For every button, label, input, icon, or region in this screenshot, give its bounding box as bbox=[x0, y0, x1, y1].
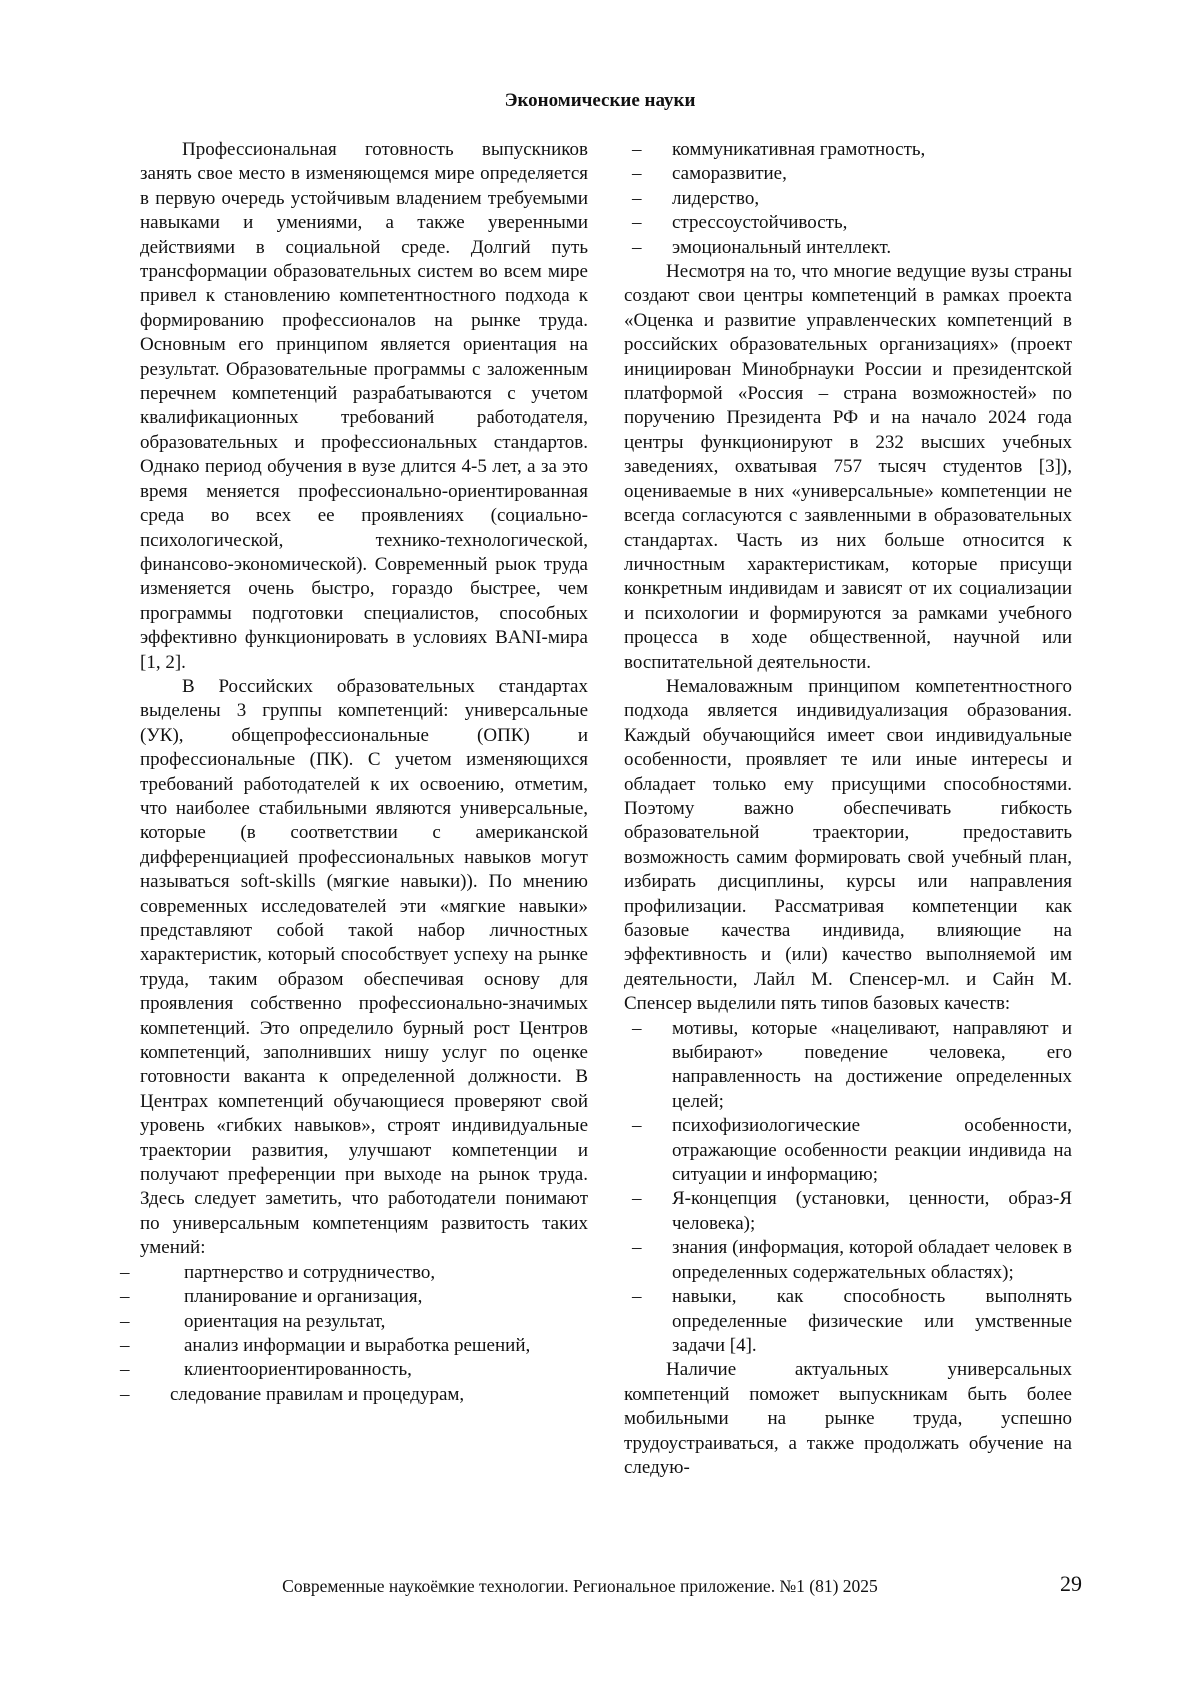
list-item: – планирование и организация, bbox=[140, 1285, 588, 1309]
dash-marker: – bbox=[632, 1286, 642, 1308]
dash-marker: – bbox=[120, 1286, 130, 1308]
list-item: – саморазвитие, bbox=[624, 162, 1072, 186]
dash-marker: – bbox=[632, 187, 642, 209]
skills-list-continued bbox=[624, 138, 1072, 260]
list-item: – ориентация на результат, bbox=[140, 1310, 588, 1334]
dash-marker: – bbox=[632, 1237, 642, 1259]
dash-marker: – bbox=[120, 1334, 130, 1356]
dash-marker: – bbox=[120, 1359, 130, 1381]
list-item: – следование правилам и процедурам, bbox=[140, 1383, 588, 1407]
dash-marker: – bbox=[632, 139, 642, 160]
skills-list bbox=[120, 1261, 588, 1407]
dash-marker: – bbox=[632, 1188, 642, 1210]
list-item: – мотивы, которые «нацеливают, направляют и выбирают» поведение человека, его направленность на достижение определенных целей; bbox=[632, 1017, 1072, 1112]
section-title: Экономические науки bbox=[504, 90, 696, 111]
dash-marker: – bbox=[632, 1115, 642, 1137]
paragraph: Профессиональная готовность выпускников занять свое место в изменяющемся мире определяется в первую очередь устойчивым владением требуемыми навыками и умениями, а также уверенными действиями в социальной среде. Долгий путь трансформации образовательных систем во всем мире привел к становлению компетентностного подхода к формированию профессионалов на рынке труда. Основным его принципом является ориентация на результат. Образовательные программы с заложенным перечнем компетенций разрабатываются с учетом квалификационных требований работодателя, образовательных и профессиональных стандартов. Однако период обучения в вузе длится 4-5 лет, а за это время меняется профессионально-ориентированная среда во всех ее проявлениях (социально-психологической, технико-технологической, финансово-экономической). Современный рыок труда изменяется очень быстро, гораздо быстрее, чем программы подготовки специалистов, способных эффективно функционировать в условиях BANI-мира [1, 2]. bbox=[140, 139, 588, 673]
journal-footer: Современные наукоёмкие технологии. Региональное приложение. №1 (81) 2025 bbox=[282, 1576, 878, 1596]
list-item: – партнерство и сотрудничество, bbox=[140, 1261, 588, 1285]
list-item: – навыки, как способность выполнять определенные физические или умственные задачи [4]. bbox=[632, 1286, 1072, 1356]
list-item: – лидерство, bbox=[624, 187, 1072, 211]
list-item: – знания (информация, которой обладает человек в определенных содержательных областях); bbox=[632, 1237, 1072, 1283]
list-item: – клиентоориентированность, bbox=[140, 1358, 588, 1382]
dash-marker: – bbox=[120, 1261, 130, 1283]
list-item: – психофизиологические особенности, отражающие особенности реакции индивида на ситуации и информацию; bbox=[632, 1115, 1072, 1186]
list-item: – Я-концепция (установки, ценности, образ-Я человека); bbox=[632, 1188, 1072, 1234]
dash-marker: – bbox=[632, 236, 642, 258]
list-item: – коммуникативная грамотность, bbox=[624, 138, 1072, 162]
left-column bbox=[120, 138, 588, 1407]
base-qualities-list bbox=[624, 1017, 1072, 1359]
right-column bbox=[624, 138, 1072, 1480]
list-item: – анализ информации и выработка решений, bbox=[140, 1334, 588, 1358]
paragraph: Немаловажным принципом компетентностного подхода является индивидуализация образования. Каждый обучающийся имеет свои индивидуальные особенности, проявляет те или иные интересы и обладает только ему присущими способностями. Поэтому важно обеспечивать гибкость образовательной траектории, предоставить возможность самим формировать свой учебный план, избирать дисциплины, курсы или направления профилизации. Рассматривая компетенции как базовые качества индивида, влияющие на эффективность и (или) качество выполняемой им деятельности, Лайл М. Спенсер-мл. и Сайн М. Спенсер выделили пять типов базовых качеств: bbox=[624, 675, 1072, 1015]
dash-marker: – bbox=[632, 212, 642, 234]
dash-marker: – bbox=[120, 1310, 130, 1332]
dash-marker: – bbox=[632, 1017, 642, 1039]
page-number: 29 bbox=[1060, 1571, 1082, 1596]
paragraph: В Российских образовательных стандартах выделены 3 группы компетенций: универсальные (УК), общепрофессиональные (ОПК) и профессиональные (ПК). С учетом изменяющихся требований работодателей к их освоению, отметим, что наиболее стабильными являются универсальные, которые (в соответствии с американской дифференциацией профессиональных навыков могут называться soft-skills (мягкие навыки)). По мнению современных исследователей эти «мягкие навыки» представляют собой такой набор личностных характеристик, который способствует успеху на рынке труда, таким образом обеспечивая основу для проявления собственно профессионально-значимых компетенций. Это определило бурный рост Центров компетенций, заполнивших нишу услуг по оценке готовности ваканта к определенной должности. В Центрах компетенций обучающиеся проверяют свой уровень «гибких навыков», строят индивидуальные траектории развития, улучшают компетенции и получают преференции при выходе на рынок труда. Здесь следует заметить, что работодатели понимают по универсальным компетенциям развитость таких умений: bbox=[140, 675, 588, 1259]
paragraph: Несмотря на то, что многие ведущие вузы страны создают свои центры компетенций в рамках проекта «Оценка и развитие управленческих компетенций в российских образовательных организациях» (проект инициирован Минобрнауки России и президентской платформой «Россия – страна возможностей» по поручению Президента РФ и на начало 2024 года центры функционируют в 232 высших учебных заведениях, охватывая 757 тысяч студентов [3]), оцениваемые в них «универсальные» компетенции не всегда согласуются с заявленными в образовательных стандартах. Часть из них больше относится к личностным характеристикам, которые присущи конкретным индивидам и зависят от их социализации и психологии и формируются за рамками учебного процесса в ходе общественной, научной или воспитательной деятельности. bbox=[624, 261, 1072, 673]
dash-marker: – bbox=[632, 163, 642, 185]
paragraph: Наличие актуальных универсальных компетенций поможет выпускникам быть более мобильными на рынке труда, успешно трудоустраиваться, а также продолжать обучение на следую- bbox=[624, 1359, 1072, 1478]
list-item: – эмоциональный интеллект. bbox=[624, 236, 1072, 260]
list-item: – стрессоустойчивость, bbox=[624, 211, 1072, 235]
dash-marker: – bbox=[120, 1383, 130, 1405]
